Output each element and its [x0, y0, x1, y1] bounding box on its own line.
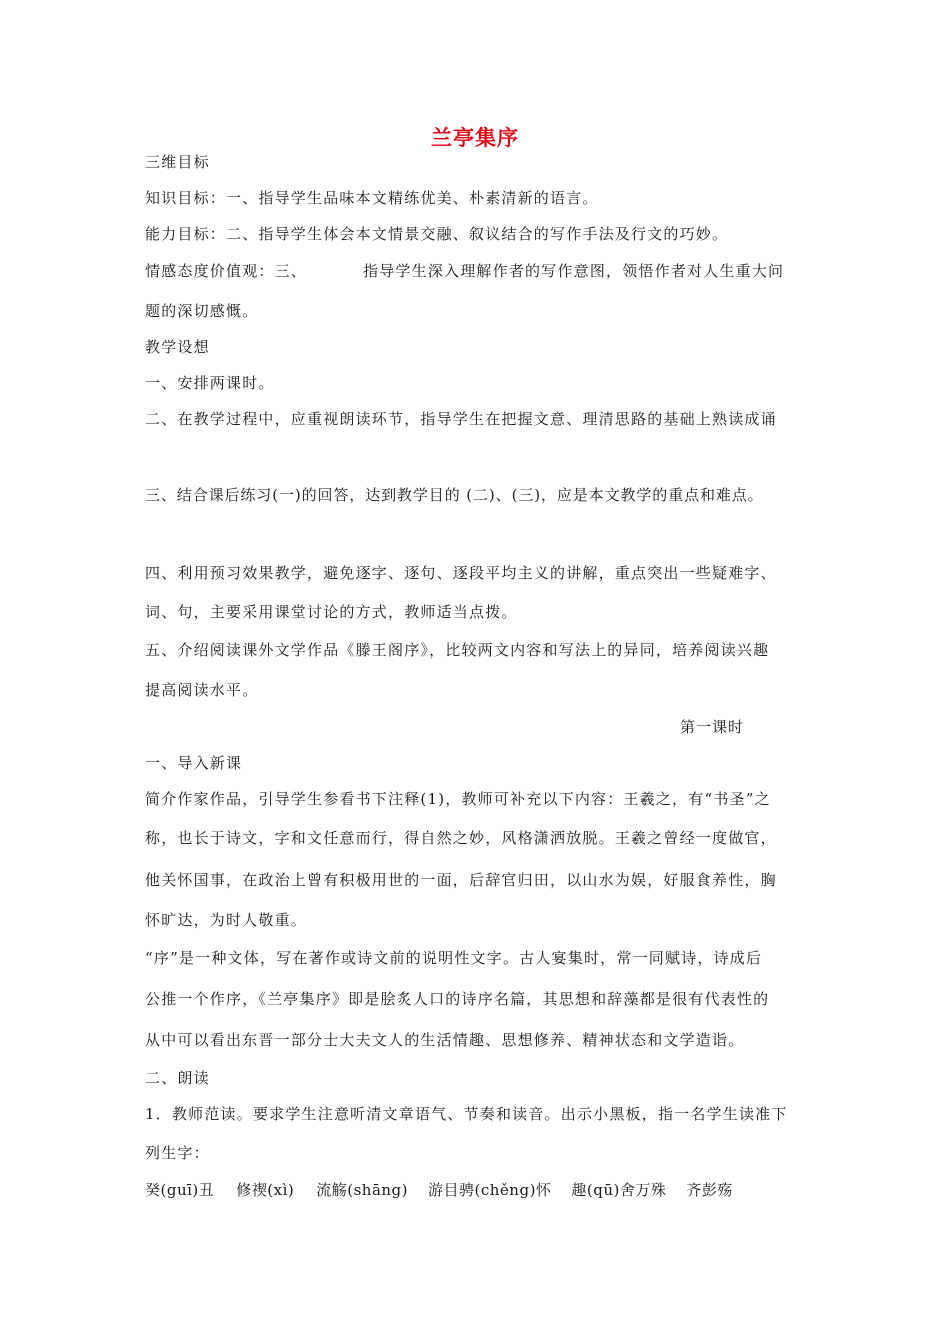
preface-paragraph-line-1: “序”是一种文体，写在著作或诗文前的说明性文字。古人宴集时，常一同赋诗，诗成后: [145, 949, 763, 967]
intro-paragraph-line-3: 他关怀国事，在政治上曾有积极用世的一面，后辞官归田，以山水为娱，好服食养性，胸: [145, 871, 777, 889]
intro-paragraph-line-2: 称，也长于诗文，字和文任意而行，得自然之妙，风格潇洒放脱。王羲之曾经一度做官，: [145, 829, 777, 847]
emotion-objective: [145, 261, 784, 281]
design-item-4-continued: 词、句，主要采用课堂讨论的方式，教师适当点拨。: [145, 603, 518, 621]
design-item-4: 四、利用预习效果教学，避免逐字、逐句、逐段平均主义的讲解，重点突出一些疑难字、: [145, 564, 777, 582]
lesson-heading: 第一课时: [680, 718, 745, 736]
knowledge-objective: 知识目标：一、指导学生品味本文精练优美、朴素清新的语言。: [145, 189, 599, 207]
pinyin-word: 流觞(shāng): [316, 1181, 409, 1199]
intro-paragraph-line-1: 简介作家作品，引导学生参看书下注释(1)，教师可补充以下内容：王羲之，有“书圣”之: [145, 790, 771, 808]
pinyin-word: 癸(guī)丑: [145, 1181, 215, 1199]
reading-step-1: 1．教师范读。要求学生注意听清文章语气、节奏和读音。出示小黑板，指一名学生读准下: [145, 1105, 788, 1123]
section-reading-heading: 二、朗读: [145, 1069, 210, 1087]
ability-objective: 能力目标：二、指导学生体会本文情景交融、叙议结合的写作手法及行文的巧妙。: [145, 225, 729, 243]
design-item-1: 一、安排两课时。: [145, 374, 275, 392]
objectives-heading: 三维目标: [145, 153, 210, 171]
design-item-5: 五、介绍阅读课外文学作品《滕王阁序》，比较两文内容和写法上的异同，培养阅读兴趣: [145, 641, 770, 659]
emotion-objective-continued: 题的深切感慨。: [145, 302, 259, 320]
design-item-2: 二、在教学过程中，应重视朗读环节，指导学生在把握文意、理清思路的基础上熟读成诵: [145, 410, 777, 428]
reading-step-1-continued: 列生字：: [145, 1144, 210, 1162]
section-intro-heading: 一、导入新课: [145, 754, 243, 772]
design-heading: 教学设想: [145, 338, 210, 356]
design-item-3: 三、结合课后练习(一)的回答，达到教学目的 (二)、(三)，应是本文教学的重点和难点。: [145, 486, 764, 504]
pinyin-word: 齐彭殇: [686, 1181, 733, 1199]
preface-paragraph-line-2: 公推一个作序，《兰亭集序》即是脍炙人口的诗序名篇，其思想和辞藻都是很有代表性的: [145, 990, 770, 1008]
emotion-objective-prefix: 情感态度价值观：三、: [145, 262, 308, 280]
document-title: 兰亭集序: [431, 126, 519, 150]
preface-paragraph-line-3: 从中可以看出东晋一部分士大夫文人的生活情趣、思想修养、精神状态和文学造诣。: [145, 1031, 745, 1049]
pinyin-word: 游目骋(chěng)怀: [428, 1181, 552, 1199]
pinyin-word: 趣(qū)舍万殊: [571, 1181, 667, 1199]
intro-paragraph-line-4: 怀旷达，为时人敬重。: [145, 911, 308, 929]
emotion-objective-text: 指导学生深入理解作者的写作意图，领悟作者对人生重大问: [363, 262, 785, 280]
design-item-5-continued: 提高阅读水平。: [145, 681, 259, 699]
pinyin-word: 修禊(xì): [236, 1181, 295, 1199]
pinyin-word-list: [145, 1180, 733, 1200]
